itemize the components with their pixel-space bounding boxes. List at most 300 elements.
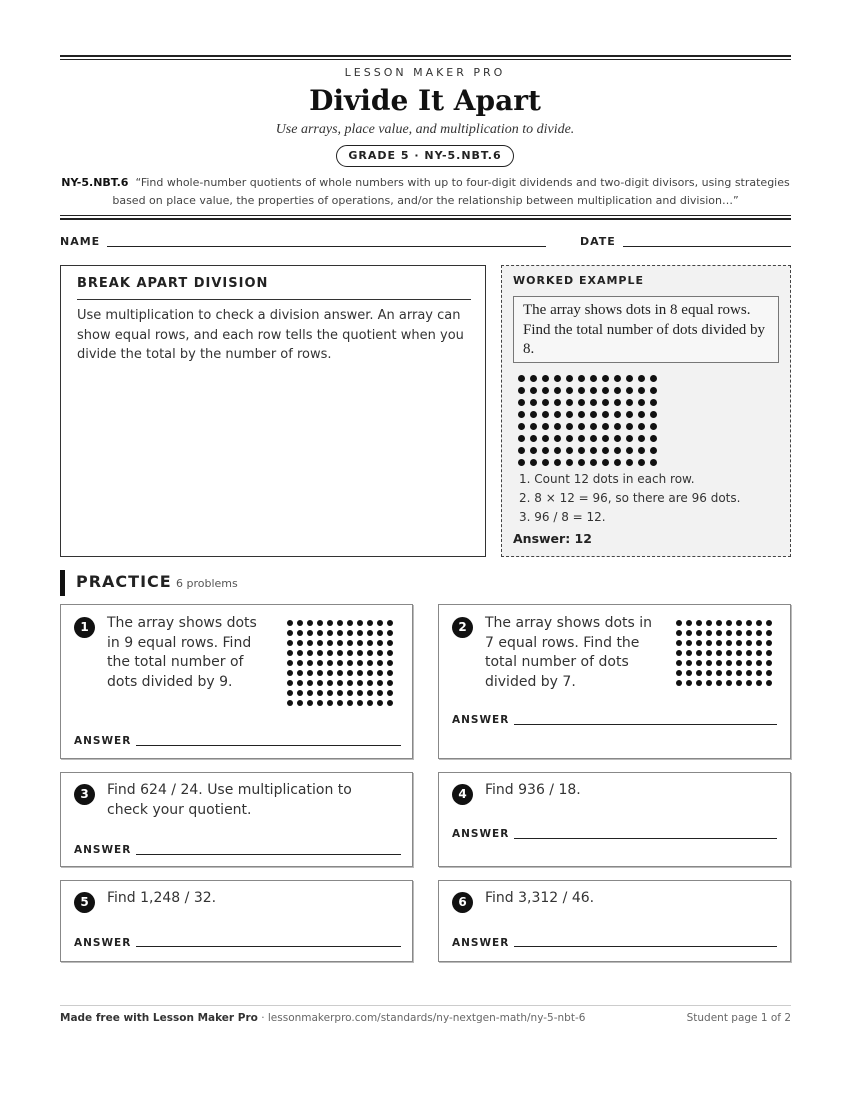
array-dot [696,640,702,646]
array-dot [766,630,772,636]
array-dot [602,423,609,430]
array-dot [317,630,323,636]
array-dot [387,640,393,646]
practice-accent-bar [60,570,65,596]
array-dot [614,435,621,442]
array-dot [287,630,293,636]
lesson-body: Use multiplication to check a division answer. An array can show equal rows, and each row tells the quotient when you divide the total by the number of rows. [77,308,464,362]
array-dot [736,640,742,646]
array-dot [716,680,722,686]
array-dot [746,640,752,646]
array-dot [327,660,333,666]
problem-text: Find 624 / 24. Use multiplication to check your quotient. [107,782,352,818]
worked-example-answer: Answer: 12 [513,531,592,546]
array-dot [650,375,657,382]
array-dot [602,387,609,394]
array-dot [566,387,573,394]
array-dot [716,650,722,656]
array-dot [367,670,373,676]
array-dot [317,650,323,656]
array-dot [347,670,353,676]
problem-card-5 [60,880,413,962]
array-dot [307,660,313,666]
array-dot [650,423,657,430]
array-dot [766,640,772,646]
array-dot [676,630,682,636]
problem-card-3 [60,772,413,867]
array-dot [357,700,363,706]
array-dot [696,660,702,666]
array-dot [696,670,702,676]
array-dot [602,399,609,406]
array-dot [566,399,573,406]
answer-label: ANSWER [452,828,510,840]
page-title: Divide It Apart [309,84,541,117]
array-dot [307,620,313,626]
array-dot [626,399,633,406]
array-dot [578,399,585,406]
page-subtitle: Use arrays, place value, and multiplication to divide. [275,122,575,137]
array-dot [542,447,549,454]
lesson-box [60,265,486,557]
array-dot [347,700,353,706]
array-dot [566,375,573,382]
problem-text: Find 3,312 / 46. [485,890,595,906]
array-dot [726,680,732,686]
array-dot [602,435,609,442]
array-dot [297,660,303,666]
array-dot [377,680,383,686]
worked-example-step: 2. 8 × 12 = 96, so there are 96 dots. [519,491,741,505]
answer-field[interactable] [514,838,777,839]
array-dot [357,630,363,636]
array-dot [614,375,621,382]
array-dot [590,423,597,430]
array-dot [756,620,762,626]
array-dot [602,459,609,466]
array-dot [614,411,621,418]
problem-text: The array shows dots in 7 equal rows. Find the total number of dots divided by 7. [485,615,653,690]
problem-text: Find 1,248 / 32. [107,890,217,906]
array-dot [530,447,537,454]
answer-label: ANSWER [74,937,132,949]
problem-number: 2 [452,617,473,638]
answer-field[interactable] [136,854,401,855]
array-dot [377,650,383,656]
array-dot [706,650,712,656]
array-dot [377,630,383,636]
problem-text: The array shows dots in 9 equal rows. Find the total number of dots divided by 9. [107,615,257,690]
array-dot [746,680,752,686]
array-dot [756,630,762,636]
array-dot [590,399,597,406]
array-dot [566,423,573,430]
array-dot [287,670,293,676]
array-dot [676,640,682,646]
worked-example-step: 1. Count 12 dots in each row. [519,472,695,486]
array-dot [327,640,333,646]
array-dot [578,459,585,466]
array-dot [614,399,621,406]
array-dot [686,680,692,686]
array-dot [686,630,692,636]
array-dot [287,700,293,706]
footer-rule [60,1005,791,1006]
problem-number: 5 [74,892,95,913]
array-dot [307,690,313,696]
array-dot [377,620,383,626]
array-dot [716,660,722,666]
array-dot [347,690,353,696]
array-dot [367,650,373,656]
array-dot [706,660,712,666]
array-dot [530,459,537,466]
array-dot [736,650,742,656]
array-dot [578,435,585,442]
array-dot [337,660,343,666]
array-dot [307,630,313,636]
array-dot [387,660,393,666]
array-dot [736,620,742,626]
worked-example-heading: WORKED EXAMPLE [513,274,644,287]
answer-label: ANSWER [74,735,132,747]
array-dot [357,640,363,646]
array-dot [367,680,373,686]
array-dot [317,690,323,696]
array-dot [614,447,621,454]
array-dot [602,447,609,454]
array-dot [706,630,712,636]
array-dot [357,660,363,666]
array-dot [337,650,343,656]
array-dot [716,640,722,646]
array-dot [327,670,333,676]
array-dot [566,411,573,418]
problem-number: 6 [452,892,473,913]
problem-number: 1 [74,617,95,638]
footer-url[interactable]: · lessonmakerpro.com/standards/ny-nextgen-math/ny-5-nbt-6 [257,1012,586,1024]
array-dot [554,375,561,382]
array-dot [297,620,303,626]
array-dot [650,447,657,454]
array-dot [307,700,313,706]
array-dot [542,387,549,394]
array-dot [530,399,537,406]
array-dot [766,620,772,626]
array-dot [367,660,373,666]
array-dot [377,670,383,676]
array-dot [578,375,585,382]
problem-card-1 [60,604,413,759]
array-dot [357,690,363,696]
array-dot [736,670,742,676]
problem-card-4 [438,772,791,867]
array-dot [638,411,645,418]
problem-card-2 [438,604,791,759]
array-dot [287,620,293,626]
worked-example-box [501,265,791,557]
array-dot [590,411,597,418]
array-dot [614,423,621,430]
array-dot [638,459,645,466]
array-dot [638,435,645,442]
array-dot [307,670,313,676]
array-dot [542,399,549,406]
array-dot [387,690,393,696]
array-dot [614,459,621,466]
name-label: NAME [60,235,101,248]
array-dot [554,387,561,394]
problem-dot-array [287,620,397,710]
standard-text-line1: “Find whole-number quotients of whole numbers with up to four-digit dividends and two-digit divisors, using strategies [135,176,790,189]
array-dot [706,620,712,626]
standard-description [60,174,791,210]
array-dot [387,670,393,676]
array-dot [578,411,585,418]
worked-example-question: The array shows dots in 8 equal rows. Find the total number of dots divided by 8. [513,296,779,363]
array-dot [696,650,702,656]
array-dot [377,700,383,706]
array-dot [347,660,353,666]
array-dot [554,399,561,406]
array-dot [746,620,752,626]
array-dot [518,399,525,406]
array-dot [554,435,561,442]
footer-credit [60,1012,585,1024]
practice-count: 6 problems [176,577,238,590]
worked-example-dot-array [518,375,662,471]
name-field[interactable] [107,246,546,247]
array-dot [367,630,373,636]
answer-label: ANSWER [74,844,132,856]
array-dot [590,435,597,442]
date-field[interactable] [623,246,791,247]
array-dot [686,660,692,666]
array-dot [756,660,762,666]
header-top-rule [60,55,791,57]
array-dot [307,650,313,656]
array-dot [357,670,363,676]
answer-field[interactable] [514,946,777,947]
array-dot [578,387,585,394]
answer-field[interactable] [136,745,401,746]
array-dot [327,620,333,626]
array-dot [756,640,762,646]
array-dot [530,387,537,394]
array-dot [297,650,303,656]
array-dot [542,459,549,466]
array-dot [578,423,585,430]
array-dot [746,670,752,676]
array-dot [327,700,333,706]
array-dot [387,620,393,626]
array-dot [327,680,333,686]
standard-text-line2: based on place value, the properties of operations, and/or the relationship between multiplication and division…” [112,194,739,207]
array-dot [297,640,303,646]
problem-text: Find 936 / 18. [485,782,581,798]
array-dot [317,660,323,666]
array-dot [542,423,549,430]
array-dot [590,387,597,394]
array-dot [387,630,393,636]
problem-number: 4 [452,784,473,805]
array-dot [327,630,333,636]
problem-number: 3 [74,784,95,805]
array-dot [726,630,732,636]
array-dot [626,447,633,454]
array-dot [726,650,732,656]
array-dot [377,690,383,696]
footer-made-with: Made free with Lesson Maker Pro [60,1012,258,1024]
problem-dot-array [676,620,776,690]
array-dot [590,375,597,382]
array-dot [650,387,657,394]
array-dot [518,435,525,442]
array-dot [337,680,343,686]
array-dot [766,670,772,676]
array-dot [614,387,621,394]
array-dot [307,640,313,646]
array-dot [602,411,609,418]
array-dot [337,640,343,646]
array-dot [686,620,692,626]
array-dot [317,680,323,686]
brand-name: LESSON MAKER PRO [344,66,506,79]
array-dot [337,620,343,626]
array-dot [766,650,772,656]
array-dot [638,399,645,406]
array-dot [726,670,732,676]
array-dot [626,411,633,418]
array-dot [696,680,702,686]
array-dot [367,620,373,626]
array-dot [347,630,353,636]
array-dot [676,680,682,686]
array-dot [347,640,353,646]
array-dot [530,411,537,418]
array-dot [554,447,561,454]
worked-example-step: 3. 96 / 8 = 12. [519,510,606,524]
array-dot [297,690,303,696]
array-dot [716,620,722,626]
array-dot [297,700,303,706]
answer-field[interactable] [136,946,401,947]
array-dot [287,680,293,686]
array-dot [337,630,343,636]
array-dot [287,690,293,696]
array-dot [626,387,633,394]
array-dot [706,670,712,676]
array-dot [317,700,323,706]
worked-example-steps [519,470,740,527]
answer-label: ANSWER [452,714,510,726]
array-dot [347,650,353,656]
array-dot [766,680,772,686]
array-dot [337,690,343,696]
array-dot [676,660,682,666]
array-dot [518,459,525,466]
array-dot [566,435,573,442]
array-dot [602,375,609,382]
array-dot [650,399,657,406]
array-dot [542,435,549,442]
array-dot [297,670,303,676]
array-dot [650,411,657,418]
array-dot [756,670,762,676]
array-dot [367,640,373,646]
array-dot [726,640,732,646]
array-dot [530,423,537,430]
array-dot [554,423,561,430]
array-dot [357,680,363,686]
array-dot [578,447,585,454]
array-dot [626,423,633,430]
header-bottom-rule [60,218,791,220]
array-dot [530,435,537,442]
array-dot [650,459,657,466]
array-dot [566,447,573,454]
array-dot [726,620,732,626]
array-dot [766,660,772,666]
array-dot [297,630,303,636]
array-dot [530,375,537,382]
array-dot [626,459,633,466]
array-dot [756,650,762,656]
array-dot [287,660,293,666]
array-dot [367,690,373,696]
array-dot [706,680,712,686]
array-dot [327,650,333,656]
array-dot [686,640,692,646]
array-dot [638,387,645,394]
array-dot [347,620,353,626]
array-dot [566,459,573,466]
array-dot [638,447,645,454]
array-dot [590,447,597,454]
array-dot [626,375,633,382]
array-dot [542,375,549,382]
array-dot [317,640,323,646]
lesson-heading-rule [77,299,471,300]
lesson-heading: BREAK APART DIVISION [77,276,269,291]
array-dot [387,680,393,686]
array-dot [377,640,383,646]
array-dot [518,375,525,382]
array-dot [387,700,393,706]
grade-badge: GRADE 5 · NY-5.NBT.6 [336,145,514,167]
footer-page-number: Student page 1 of 2 [686,1012,791,1024]
array-dot [317,670,323,676]
array-dot [518,387,525,394]
array-dot [706,640,712,646]
array-dot [518,447,525,454]
array-dot [287,650,293,656]
answer-field[interactable] [514,724,777,725]
array-dot [638,423,645,430]
array-dot [518,423,525,430]
array-dot [650,435,657,442]
array-dot [676,670,682,676]
standard-code: NY-5.NBT.6 [61,176,129,189]
array-dot [337,700,343,706]
array-dot [716,670,722,676]
array-dot [736,660,742,666]
array-dot [686,670,692,676]
array-dot [746,660,752,666]
date-label: DATE [580,235,616,248]
array-dot [726,660,732,666]
array-dot [716,630,722,636]
